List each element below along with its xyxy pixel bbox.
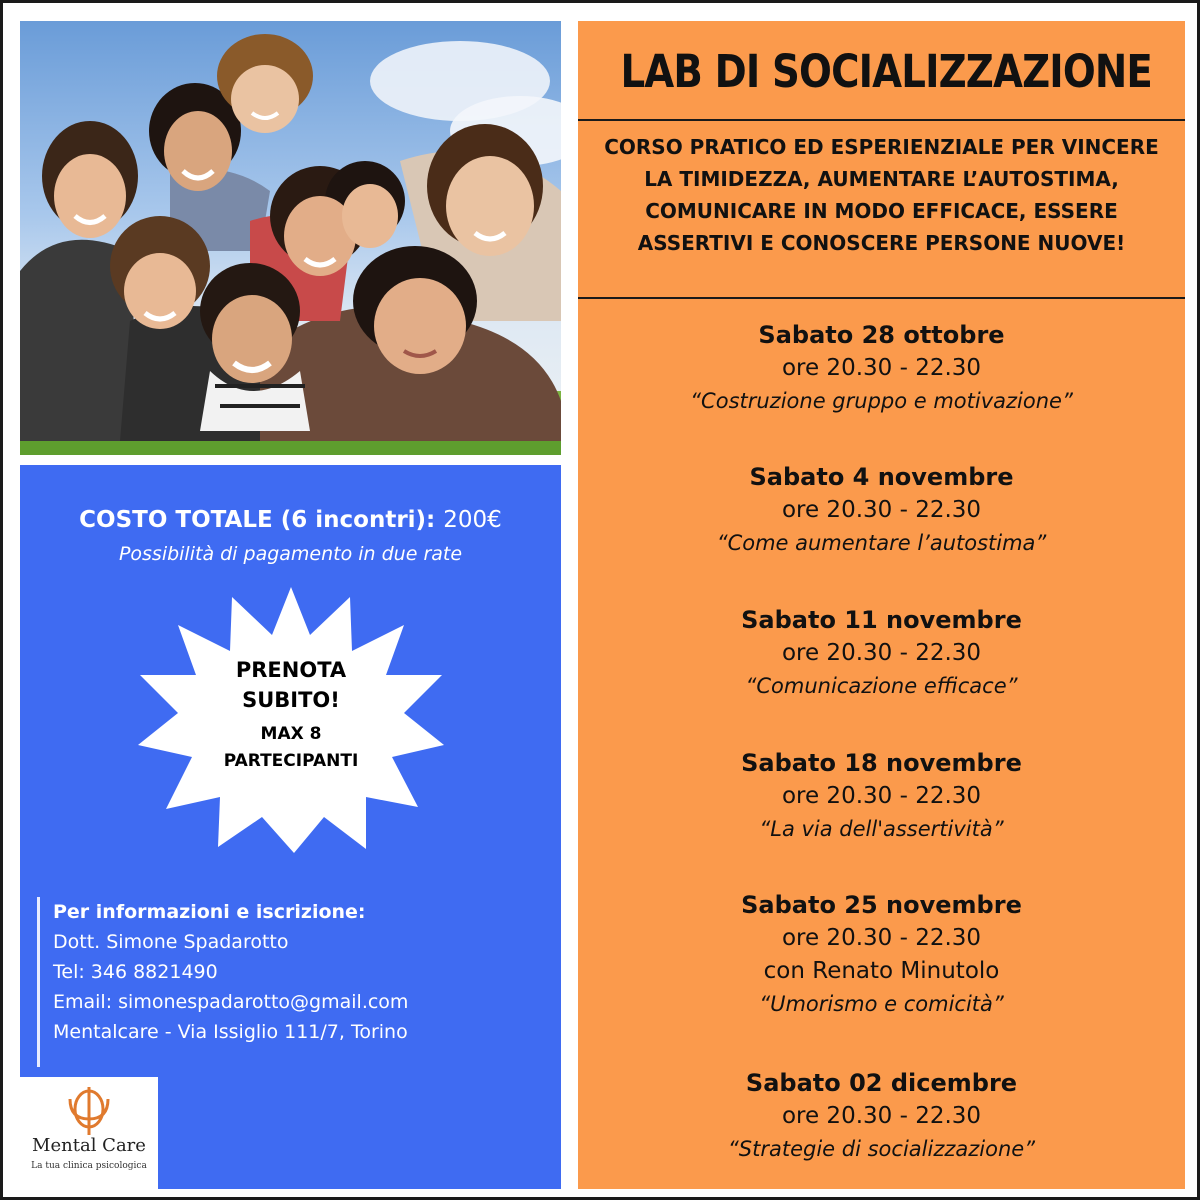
contact-address: Mentalcare - Via Issiglio 111/7, Torino [53, 1021, 408, 1043]
session-topic: “La via dell'assertività” [759, 817, 1004, 841]
promo-line-participants: PARTECIPANTI [223, 751, 359, 771]
psi-symbol-icon [66, 1085, 112, 1137]
title-band [578, 21, 1185, 121]
contact-email: Email: simonespadarotto@gmail.com [53, 991, 409, 1013]
promo-star-text [136, 655, 446, 775]
session-time: ore 20.30 - 22.30 [781, 640, 982, 666]
contact-phone: Tel: 346 8821490 [53, 961, 218, 983]
group-photo-illustration [20, 21, 561, 455]
session-day: Sabato 11 novembre [741, 606, 1022, 634]
session-4 [578, 747, 1185, 846]
installments-note: Possibilità di pagamento in due rate [118, 543, 463, 565]
session-5 [578, 889, 1185, 1021]
session-day: Sabato 25 novembre [741, 891, 1022, 919]
cost-label: COSTO TOTALE (6 incontri): [79, 507, 436, 533]
session-3 [578, 604, 1185, 703]
session-time: ore 20.30 - 22.30 [781, 497, 982, 523]
session-day: Sabato 02 dicembre [745, 1069, 1018, 1097]
session-day: Sabato 18 novembre [741, 749, 1022, 777]
session-2 [578, 461, 1185, 560]
promo-line-now: SUBITO! [242, 688, 340, 712]
session-topic: “Come aumentare l’autostima” [716, 531, 1047, 555]
page-title: LAB DI SOCIALIZZAZIONE [620, 45, 1152, 98]
contact-info [37, 897, 537, 1067]
session-day: Sabato 28 ottobre [758, 321, 1005, 349]
session-day: Sabato 4 novembre [749, 463, 1014, 491]
session-time: ore 20.30 - 22.30 [781, 1103, 982, 1129]
session-time: ore 20.30 - 22.30 [781, 355, 982, 381]
contact-title: Per informazioni e iscrizione: [53, 901, 366, 923]
logo-name: Mental Care [32, 1135, 146, 1156]
course-description: CORSO PRATICO ED ESPERIENZIALE PER VINCERE LA TIMIDEZZA, AUMENTARE L’AUTOSTIMA, COMUNICARE IN MODO EFFICACE, ESSERE ASSERTIVI E CONOSCERE PERSONE NUOVE! [604, 135, 1159, 255]
session-topic: “Comunicazione efficace” [745, 674, 1018, 698]
logo-tagline: La tua clinica psicologica [31, 1161, 147, 1171]
session-topic: “Umorismo e comicità” [759, 992, 1004, 1016]
promo-line-book: PRENOTA [235, 658, 347, 682]
total-cost [20, 507, 561, 533]
session-topic: “Strategie di socializzazione” [727, 1137, 1036, 1161]
session-time: ore 20.30 - 22.30 [781, 783, 982, 809]
promo-line-max: MAX 8 [260, 724, 322, 744]
mental-care-logo [20, 1077, 158, 1189]
session-time: ore 20.30 - 22.30 [781, 925, 982, 951]
contact-name: Dott. Simone Spadarotto [53, 931, 289, 953]
session-1 [578, 319, 1185, 418]
pricing-contact-panel [20, 465, 561, 1189]
program-panel [578, 21, 1185, 1189]
session-topic: “Costruzione gruppo e motivazione” [690, 389, 1073, 413]
subtitle-band [578, 121, 1185, 299]
cost-value: 200€ [443, 507, 502, 533]
session-6 [578, 1067, 1185, 1166]
session-guest: con Renato Minutolo [763, 958, 1000, 984]
group-photo [20, 21, 561, 455]
